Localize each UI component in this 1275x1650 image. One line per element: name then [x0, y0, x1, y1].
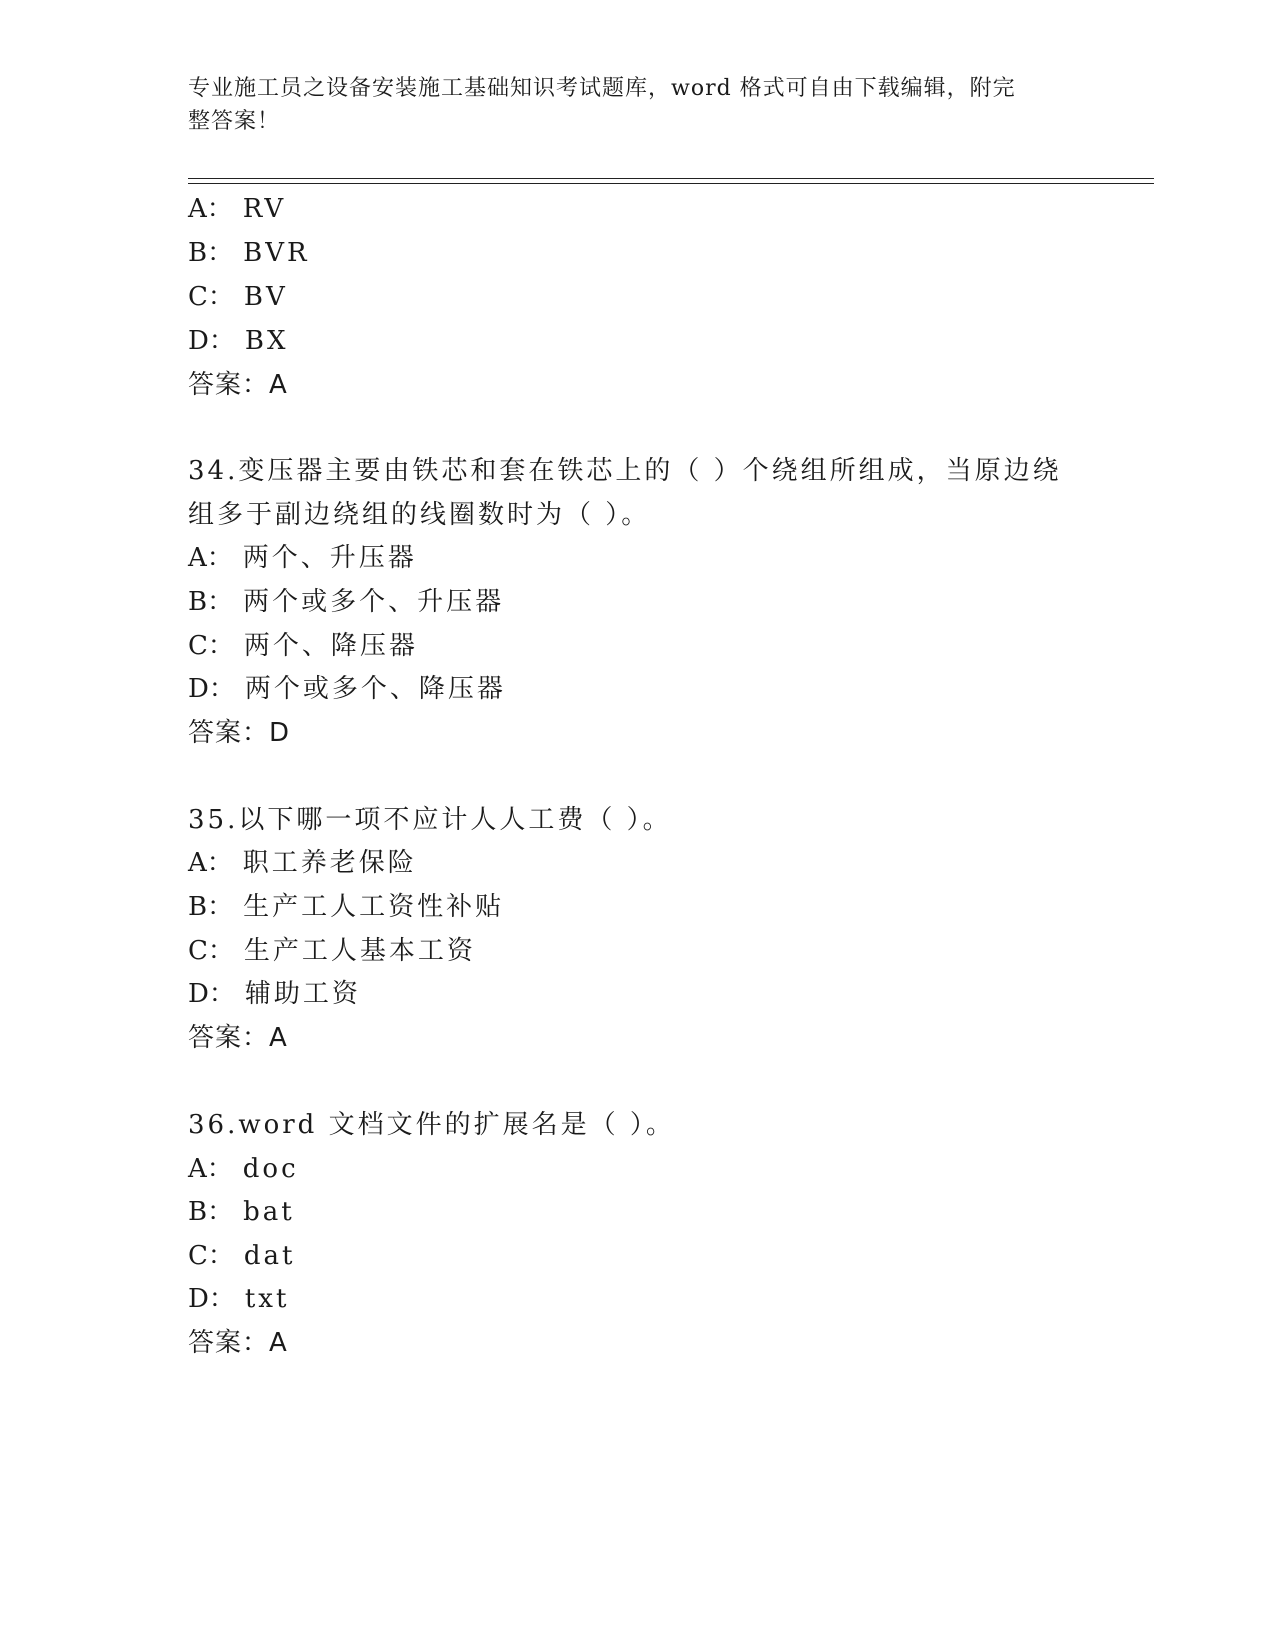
header-divider-bottom: [188, 183, 1154, 184]
q36-option-b: B： bat: [188, 1197, 295, 1227]
q36-answer: 答案：A: [188, 1328, 288, 1358]
q34-stem-line-2: 组多于副边绕组的线圈数时为（ ）。: [188, 500, 651, 530]
q34-option-d: D： 两个或多个、降压器: [188, 674, 506, 704]
q36-option-c: C： dat: [188, 1241, 296, 1271]
q35-option-a: A： 职工养老保险: [188, 848, 417, 878]
q33-answer: 答案：A: [188, 370, 288, 400]
header-line-2: 整答案！: [188, 109, 281, 134]
q35-option-d: D： 辅助工资: [188, 979, 361, 1009]
q35-stem-line-1: 35.以下哪一项不应计人人工费（ ）。: [188, 805, 672, 835]
q36-option-a: A： doc: [188, 1154, 299, 1184]
q36-stem-line-1: 36.word 文档文件的扩展名是（ ）。: [188, 1110, 675, 1140]
q36-option-d: D： txt: [188, 1284, 290, 1314]
q33-option-b: B： BVR: [188, 238, 310, 268]
q33-option-a: A： RV: [188, 194, 287, 224]
q34-option-b: B： 两个或多个、升压器: [188, 587, 505, 617]
q33-option-d: D： BX: [188, 326, 289, 356]
header-line-1: 专业施工员之设备安装施工基础知识考试题库，word 格式可自由下载编辑，附完: [188, 76, 1016, 101]
q34-option-c: C： 两个、降压器: [188, 631, 418, 661]
document-header: [188, 72, 1068, 138]
q35-answer: 答案：A: [188, 1023, 288, 1053]
q33-option-c: C： BV: [188, 282, 288, 312]
q34-option-a: A： 两个、升压器: [188, 543, 417, 573]
q35-option-b: B： 生产工人工资性补贴: [188, 892, 505, 922]
header-divider-top: [188, 178, 1154, 179]
q34-stem-line-1: 34.变压器主要由铁芯和套在铁芯上的（ ）个绕组所组成，当原边绕: [188, 456, 1062, 486]
q34-answer: 答案：D: [188, 718, 291, 748]
q35-option-c: C： 生产工人基本工资: [188, 936, 476, 966]
